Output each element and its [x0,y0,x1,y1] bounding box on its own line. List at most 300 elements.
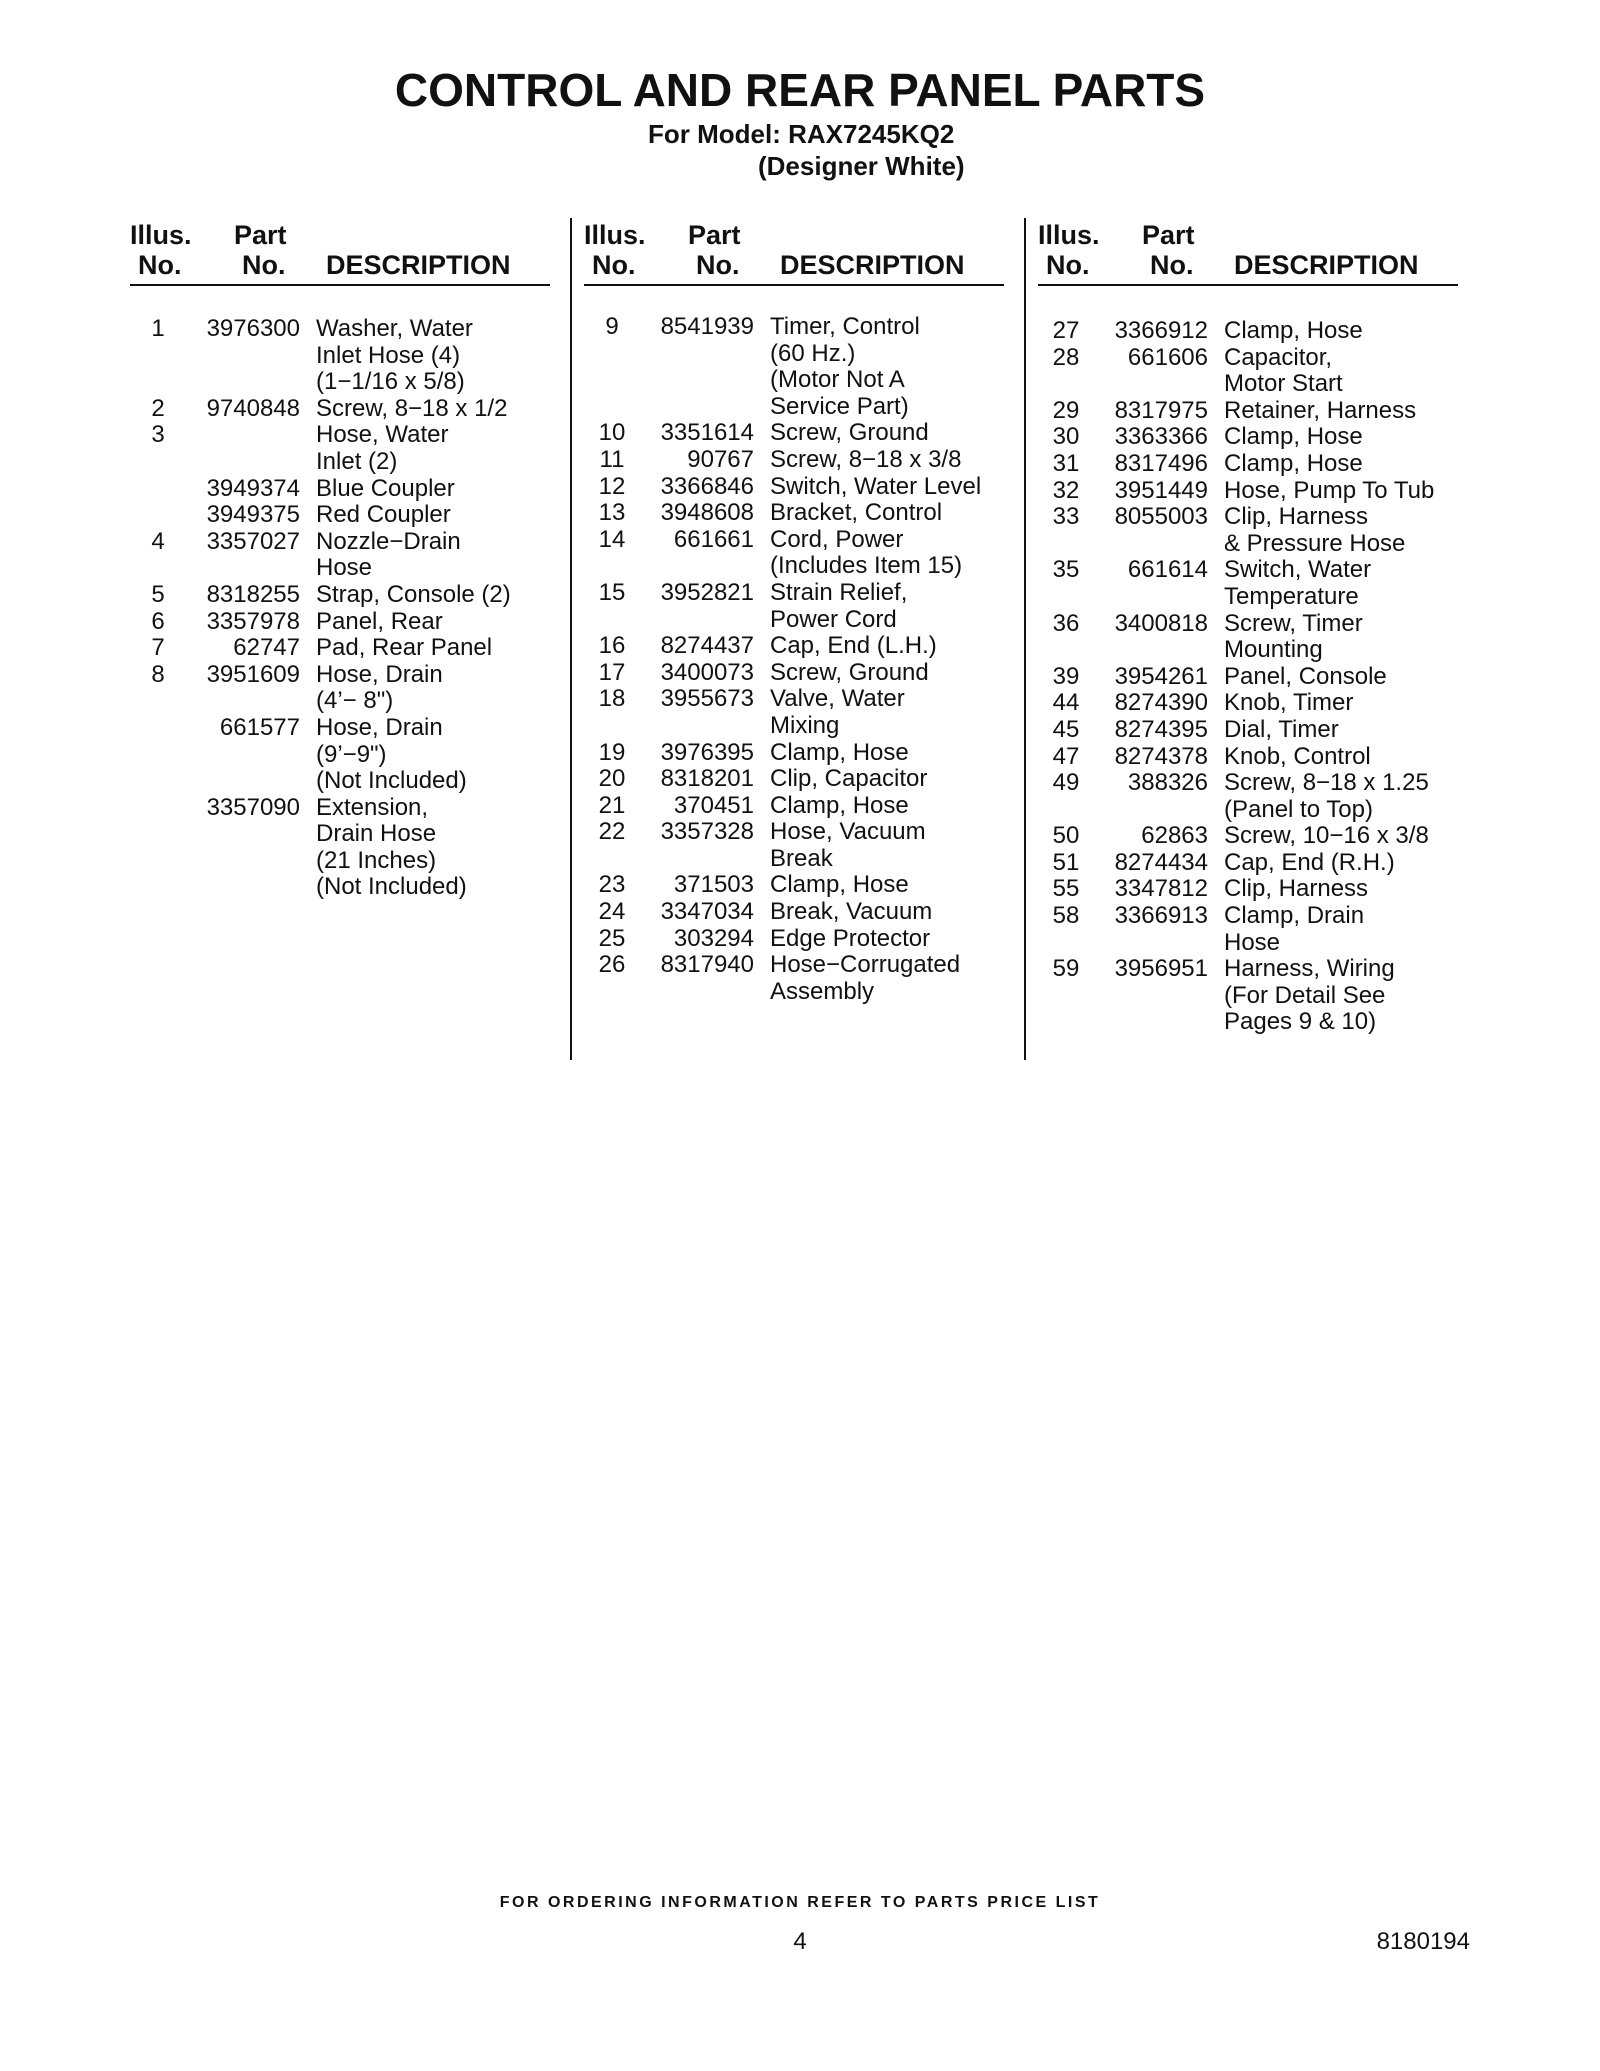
description-line: Pages 9 & 10) [1224,1008,1377,1036]
part-number: 3952821 [660,578,754,606]
header-illus: Illus. [584,220,646,250]
part-number: 3955673 [660,685,754,713]
model-line: For Model: RAX7245KQ2 [648,119,955,149]
part-row [1038,318,1458,345]
illus-number: 17 [598,658,626,686]
part-number: 3976395 [660,738,754,766]
part-description [1208,690,1458,717]
description-line: Screw, 10−16 x 3/8 [1224,822,1429,850]
part-row [1038,451,1458,478]
part-row [1038,690,1458,717]
description-line: (21 Inches) [316,846,437,874]
illus-number: 19 [598,738,626,766]
description-line: Hose [1224,928,1281,956]
part-number: 303294 [673,924,754,952]
description-line: Capacitor, [1224,343,1333,371]
part-description [1208,744,1458,771]
part-number: 3948608 [660,499,754,527]
description-line: Knob, Control [1224,742,1371,770]
header-illus-no: No. [592,250,636,280]
description-line: Nozzle−Drain [316,527,461,555]
illus-number: 24 [598,898,626,926]
page-title: CONTROL AND REAR PANEL PARTS [394,64,1206,116]
document-number: 8180194 [1376,1928,1470,1955]
header-part-no: No. [242,250,286,280]
part-row [584,766,1004,793]
part-number: 371503 [673,871,754,899]
description-line: Cap, End (R.H.) [1224,848,1395,876]
part-row [584,660,1004,687]
part-number: 661606 [1127,343,1208,371]
column-header [584,216,1004,286]
part-row [130,582,550,609]
part-row [130,529,550,582]
part-description [1208,717,1458,744]
part-number: 3954261 [1114,662,1208,690]
description-line: Cap, End (L.H.) [770,632,937,660]
part-number: 3347034 [660,898,754,926]
illus-number: 1 [151,315,165,342]
part-description [300,795,550,901]
illus-number: 28 [1052,343,1080,371]
parts-column-2 [584,216,1004,1005]
illus-number [130,476,186,503]
part-description [1208,611,1458,664]
parts-list [584,314,1004,1005]
part-description [1208,956,1458,1036]
illus-number: 44 [1052,689,1080,717]
illus-number: 47 [1052,742,1080,770]
description-line: Cord, Power [770,525,904,553]
part-row [1038,876,1458,903]
illus-number: 4 [151,527,165,555]
description-line: Strap, Console (2) [316,580,511,608]
color-line: (Designer White) [758,151,965,181]
part-row [584,580,1004,633]
description-line: Clamp, Hose [1224,449,1363,477]
part-description [1208,823,1458,850]
part-number: 8274434 [1114,848,1208,876]
part-row [584,474,1004,501]
illus-number: 32 [1052,476,1080,504]
part-row [1038,823,1458,850]
description-line: Screw, 8−18 x 3/8 [770,445,962,473]
illus-number: 9 [605,313,619,340]
part-row [584,899,1004,926]
part-description [1208,345,1458,398]
illus-number: 5 [151,580,165,608]
part-number: 3351614 [660,419,754,447]
illus-number: 13 [598,499,626,527]
part-description [754,766,1004,793]
part-row [584,686,1004,739]
description-line: Screw, Timer [1224,609,1363,637]
part-description [754,952,1004,1005]
header-part: Part [234,220,287,250]
part-number: 3357978 [206,607,300,635]
header-part: Part [1142,220,1195,250]
part-row [1038,345,1458,398]
description-line: Bracket, Control [770,499,943,527]
header-description: DESCRIPTION [1234,250,1419,280]
part-number: 3357328 [660,818,754,846]
part-description [754,314,1004,420]
part-description [754,474,1004,501]
description-line: Harness, Wiring [1224,955,1395,983]
description-line: Clamp, Drain [1224,902,1365,930]
part-description [754,899,1004,926]
illus-number: 14 [598,525,626,553]
part-row [584,952,1004,1005]
part-description [1208,664,1458,691]
part-row [1038,424,1458,451]
illus-number: 3 [151,421,165,449]
part-description [754,926,1004,953]
part-description [754,686,1004,739]
part-row [1038,611,1458,664]
part-description [754,420,1004,447]
description-line: Inlet (2) [316,447,398,475]
part-row [584,793,1004,820]
description-line: Extension, [316,793,429,821]
description-line: Timer, Control [770,313,920,340]
illus-number: 33 [1052,503,1080,531]
description-line: Clip, Harness [1224,503,1369,531]
illus-number: 21 [598,791,626,819]
part-row [130,715,550,795]
part-row [1038,478,1458,505]
description-line: Hose−Corrugated [770,951,961,979]
illus-number: 30 [1052,423,1080,451]
part-number: 62747 [233,634,300,662]
part-row [130,795,550,901]
part-number: 8317975 [1114,396,1208,424]
description-line: Screw, 8−18 x 1/2 [316,394,508,422]
description-line: (1−1/16 x 5/8) [316,368,465,396]
part-number: 8318201 [660,765,754,793]
part-description [754,819,1004,872]
description-line: Knob, Timer [1224,689,1354,717]
illus-number: 29 [1052,396,1080,424]
part-row [130,502,550,529]
illus-number: 36 [1052,609,1080,637]
part-description [754,793,1004,820]
description-line: Clip, Harness [1224,875,1369,903]
part-description [300,502,550,529]
part-number [186,422,300,475]
part-row [1038,557,1458,610]
description-line: Service Part) [770,392,909,420]
description-line: Break [770,844,833,872]
part-description [754,872,1004,899]
column-header [1038,216,1458,286]
part-description [1208,876,1458,903]
part-row [1038,956,1458,1036]
part-row [130,609,550,636]
description-line: Panel, Console [1224,662,1387,690]
part-row [584,740,1004,767]
illus-number: 12 [598,472,626,500]
part-number: 3357090 [206,793,300,821]
parts-list [130,316,550,901]
part-description [754,633,1004,660]
illus-number: 20 [598,765,626,793]
part-number: 3347812 [1114,875,1208,903]
part-number: 661577 [219,713,300,741]
header-part-no: No. [1150,250,1194,280]
illus-number [130,502,186,529]
part-number: 8317940 [660,951,754,979]
illus-number: 25 [598,924,626,952]
illus-number: 58 [1052,902,1080,930]
description-line: (For Detail See [1224,981,1386,1009]
description-line: (Panel to Top) [1224,795,1373,823]
description-line: Screw, 8−18 x 1.25 [1224,769,1429,797]
description-line: Clamp, Hose [1224,317,1363,344]
part-row [584,872,1004,899]
description-line: Panel, Rear [316,607,443,635]
part-description [1208,398,1458,425]
parts-column-3 [1038,216,1458,1036]
part-row [584,926,1004,953]
header-illus: Illus. [1038,220,1100,250]
part-number: 90767 [687,445,754,473]
part-row [1038,398,1458,425]
part-description [754,660,1004,687]
description-line: Clamp, Hose [770,791,909,819]
illus-number: 59 [1052,955,1080,983]
part-number: 370451 [673,791,754,819]
illus-number: 45 [1052,715,1080,743]
description-line: (Not Included) [316,873,467,901]
description-line: Mixing [770,711,840,739]
illus-number: 22 [598,818,626,846]
description-line: Clamp, Hose [770,871,909,899]
part-description [1208,318,1458,345]
part-number: 3976300 [206,315,300,342]
part-description [1208,504,1458,557]
description-line: Mounting [1224,636,1323,664]
description-line: (60 Hz.) [770,339,856,367]
description-line: Hose, Vacuum [770,818,926,846]
part-row [1038,903,1458,956]
part-number: 3951609 [206,660,300,688]
part-row [130,635,550,662]
description-line: Blue Coupler [316,474,455,502]
description-line: Edge Protector [770,924,931,952]
description-line: Hose, Drain [316,713,443,741]
part-description [754,740,1004,767]
ordering-info-footer: FOR ORDERING INFORMATION REFER TO PARTS PRICE LIST [499,1894,1101,1911]
illus-number: 6 [151,607,165,635]
header-description: DESCRIPTION [326,250,511,280]
description-line: (Includes Item 15) [770,552,963,580]
part-number: 8274395 [1114,715,1208,743]
part-number: 8055003 [1114,503,1208,531]
part-row [1038,850,1458,877]
part-number: 8274378 [1114,742,1208,770]
part-row [1038,770,1458,823]
illus-number: 27 [1052,317,1080,344]
illus-number: 50 [1052,822,1080,850]
description-line: Hose, Drain [316,660,443,688]
illus-number: 23 [598,871,626,899]
part-number: 3949374 [206,474,300,502]
part-number: 661661 [673,525,754,553]
part-row [1038,664,1458,691]
description-line: Valve, Water [770,685,905,713]
description-line: Hose, Pump To Tub [1224,476,1435,504]
part-row [130,662,550,715]
part-number: 8541939 [660,313,754,340]
part-row [584,420,1004,447]
description-line: Temperature [1224,582,1359,610]
part-number: 8318255 [206,580,300,608]
part-number: 3951449 [1114,476,1208,504]
description-line: Screw, Ground [770,658,929,686]
illus-number: 16 [598,632,626,660]
part-number: 8274390 [1114,689,1208,717]
description-line: Hose [316,554,373,582]
part-number: 9740848 [206,394,300,422]
description-line: Assembly [770,977,875,1005]
description-line: Pad, Rear Panel [316,634,493,662]
part-description [1208,557,1458,610]
illus-number: 7 [151,634,165,662]
part-row [1038,744,1458,771]
part-description [754,447,1004,474]
part-row [584,447,1004,474]
part-number: 62863 [1141,822,1208,850]
illus-number: 39 [1052,662,1080,690]
part-row [584,527,1004,580]
description-line: Strain Relief, [770,578,908,606]
page-number: 4 [793,1928,807,1955]
part-description [1208,478,1458,505]
description-line: Hose, Water [316,421,449,449]
part-description [1208,903,1458,956]
description-line: (Not Included) [316,767,467,795]
illus-number: 31 [1052,449,1080,477]
parts-list [1038,318,1458,1036]
part-number: 8317496 [1114,449,1208,477]
part-number: 3366846 [660,472,754,500]
illus-number [130,715,186,795]
part-number: 3400073 [660,658,754,686]
header-illus-no: No. [138,250,182,280]
part-number: 3357027 [206,527,300,555]
part-number: 3366913 [1114,902,1208,930]
part-number: 661614 [1127,556,1208,584]
description-line: (9’−9") [316,740,387,768]
column-divider [1024,218,1026,1060]
part-description [300,476,550,503]
illus-number: 26 [598,951,626,979]
description-line: Retainer, Harness [1224,396,1417,424]
description-line: Red Coupler [316,501,451,529]
part-description [300,635,550,662]
part-row [130,476,550,503]
header-illus-no: No. [1046,250,1090,280]
column-header [130,216,550,286]
illus-number: 15 [598,578,626,606]
part-description [300,582,550,609]
description-line: Clamp, Hose [1224,423,1363,451]
part-number: 388326 [1127,769,1208,797]
part-row [130,316,550,396]
illus-number: 11 [599,445,625,473]
part-number: 8274437 [660,632,754,660]
part-number: 3956951 [1114,955,1208,983]
description-line: Screw, Ground [770,419,929,447]
part-description [1208,850,1458,877]
column-divider [570,218,572,1060]
description-line: Inlet Hose (4) [316,341,461,369]
description-line: Power Cord [770,605,897,633]
part-description [754,580,1004,633]
part-row [584,819,1004,872]
illus-number: 2 [151,394,165,422]
illus-number: 18 [598,685,626,713]
description-line: Dial, Timer [1224,715,1339,743]
illus-number: 8 [151,660,165,688]
illus-number: 10 [598,419,626,447]
header-part: Part [688,220,741,250]
part-row [584,500,1004,527]
description-line: (4’− 8") [316,687,394,715]
description-line: Clamp, Hose [770,738,909,766]
description-line: Switch, Water [1224,556,1372,584]
part-row [584,633,1004,660]
description-line: Break, Vacuum [770,898,933,926]
description-line: Switch, Water Level [770,472,982,500]
part-row [584,314,1004,420]
description-line: & Pressure Hose [1224,529,1406,557]
illus-number: 51 [1052,848,1080,876]
part-description [300,609,550,636]
description-line: (Motor Not A [770,366,905,394]
part-number: 3400818 [1114,609,1208,637]
part-description [1208,424,1458,451]
part-description [1208,451,1458,478]
part-row [1038,504,1458,557]
header-illus: Illus. [130,220,192,250]
part-description [300,396,550,423]
part-description [300,316,550,396]
illus-number: 35 [1052,556,1080,584]
header-description: DESCRIPTION [780,250,965,280]
part-description [300,422,550,475]
description-line: Drain Hose [316,820,437,848]
part-row [130,422,550,475]
part-number: 3363366 [1114,423,1208,451]
description-line: Clip, Capacitor [770,765,928,793]
part-description [754,527,1004,580]
illus-number [130,795,186,901]
part-description [300,662,550,715]
part-row [130,396,550,423]
header-part-no: No. [696,250,740,280]
illus-number: 49 [1052,769,1080,797]
part-number: 3366912 [1114,317,1208,344]
part-description [754,500,1004,527]
parts-column-1 [130,216,550,901]
part-description [1208,770,1458,823]
description-line: Motor Start [1224,370,1343,398]
part-row [1038,717,1458,744]
part-description [300,715,550,795]
illus-number: 55 [1052,875,1080,903]
